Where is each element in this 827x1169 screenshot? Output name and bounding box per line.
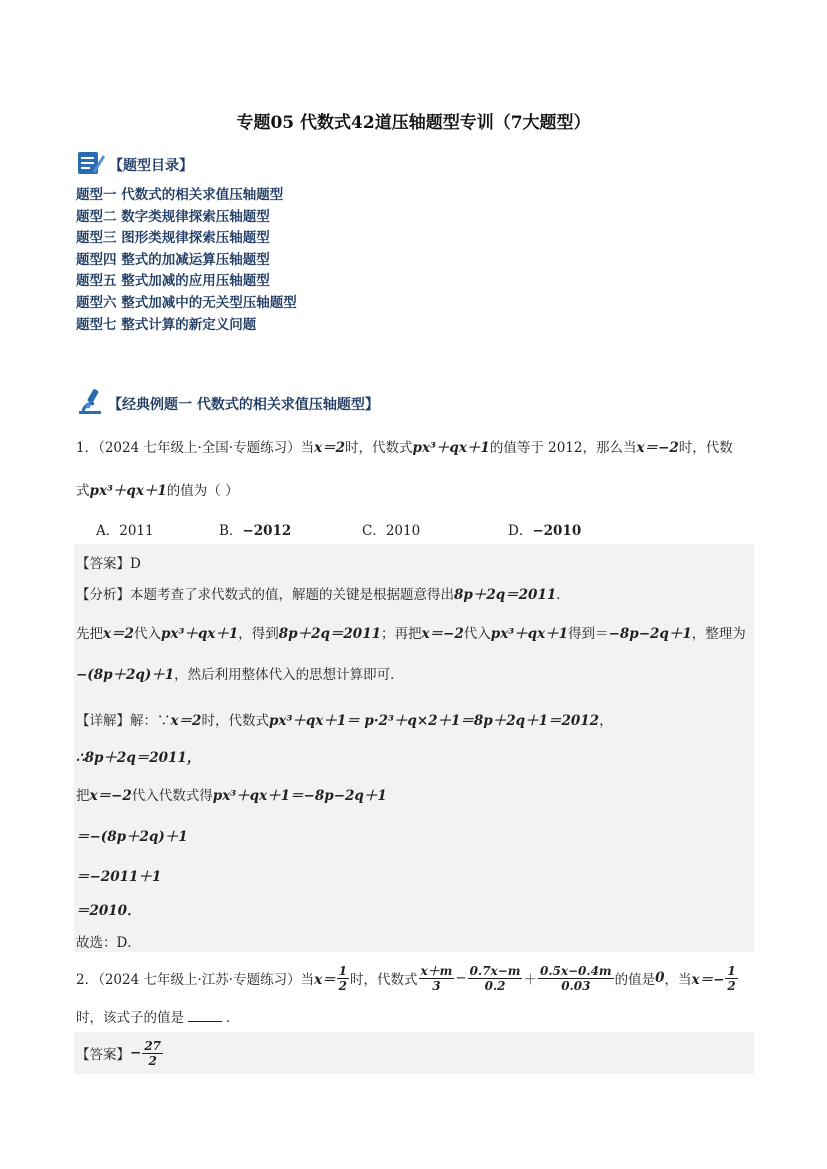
q1-step2: 把x＝−2代入代数式得px³＋qx＋1＝−8p−2q＋1 (76, 788, 387, 804)
toc-item[interactable]: 题型七 整式计算的新定义问题 (76, 316, 257, 333)
option-c[interactable]: C．2010 (362, 523, 421, 539)
toc-list (76, 185, 297, 336)
microscope-icon (76, 386, 106, 416)
q1-step1: ∴8p＋2q＝2011， (76, 750, 201, 766)
q2-answer-box (74, 1032, 754, 1074)
page-title: 专题05 代数式42道压轴题型专训（7大题型） (236, 113, 591, 133)
fraction-1: $\frac{x+m}{3}$ (420, 963, 453, 993)
q2-stem-line1: 2．（2024 七年级上·江苏·专题练习）当 x＝ $\frac{1}{2}$ 时，代数式 $\frac{x+m}{3}$ − $\frac{0.7x-m}{0.2}$ ＋ $\frac{0.5x-0.4m}{0.03}$ 的值是 0 ，当 x＝− $\frac{1}{2}$ (76, 963, 736, 993)
q2-stem-line2: 时，该式子的值是 ． (76, 1010, 240, 1026)
fraction-half: $\frac{1}{2}$ (338, 963, 347, 993)
answer-blank[interactable] (188, 1021, 222, 1022)
option-a[interactable]: A．2011 (96, 523, 154, 539)
q1-step3: ＝−(8p＋2q)＋1 (76, 829, 188, 845)
q1-stem-line1: 1．（2024 七年级上·全国·专题练习）当x＝2时，代数式px³＋qx＋1的值等于 2012，那么当x＝−2时，代数 (76, 440, 733, 456)
toc-item[interactable]: 题型一 代数式的相关求值压轴题型 (76, 187, 284, 203)
toc-item[interactable]: 题型四 整式的加减运算压轴题型 (76, 251, 270, 268)
q1-answer: 【答案】D (76, 556, 141, 572)
option-d[interactable]: D．−2010 (508, 523, 582, 539)
toc-item[interactable]: 题型五 整式加减的应用压轴题型 (76, 273, 270, 290)
q2-answer: 【答案】 − $\frac{27}{2}$ (76, 1038, 162, 1068)
q1-step4: ＝−2011＋1 (76, 869, 162, 885)
toc-item[interactable]: 题型二 数字类规律探索压轴题型 (76, 208, 270, 225)
q1-detail: 【详解】解：∵x＝2时，代数式px³＋qx＋1＝ p·2³＋q×2＋1＝8p＋2q＋1＝2012， (76, 713, 613, 729)
example-header: 【经典例题一 代数式的相关求值压轴题型】 (108, 397, 379, 413)
q1-step5: ＝2010． (76, 903, 141, 919)
fraction-half-neg: $\frac{1}{2}$ (727, 963, 736, 993)
q1-choose: 故选：D． (76, 935, 141, 951)
notebook-icon (76, 149, 106, 177)
fraction-3: $\frac{0.5x-0.4m}{0.03}$ (539, 963, 612, 993)
toc-header: 【题型目录】 (109, 158, 193, 174)
fraction-2: $\frac{0.7x-m}{0.2}$ (469, 963, 521, 993)
q1-stem-line2: 式px³＋qx＋1的值为（ ） (76, 483, 239, 499)
toc-item[interactable]: 题型三 图形类规律探索压轴题型 (76, 230, 270, 247)
answer-fraction: $\frac{27}{2}$ (144, 1038, 162, 1068)
q1-analysis-line2: 先把x＝2代入px³＋qx＋1，得到8p＋2q＝2011；再把x＝−2代入px³＋qx＋1得到＝−8p−2q＋1，整理为 (76, 626, 746, 642)
toc-item[interactable]: 题型六 整式加减中的无关型压轴题型 (76, 294, 297, 311)
q1-analysis-line3: −(8p＋2q)＋1，然后利用整体代入的思想计算即可． (76, 667, 404, 683)
q1-analysis: 【分析】本题考查了求代数式的值，解题的关键是根据题意得出8p＋2q＝2011． (76, 587, 570, 603)
option-b[interactable]: B．−2012 (219, 523, 292, 539)
